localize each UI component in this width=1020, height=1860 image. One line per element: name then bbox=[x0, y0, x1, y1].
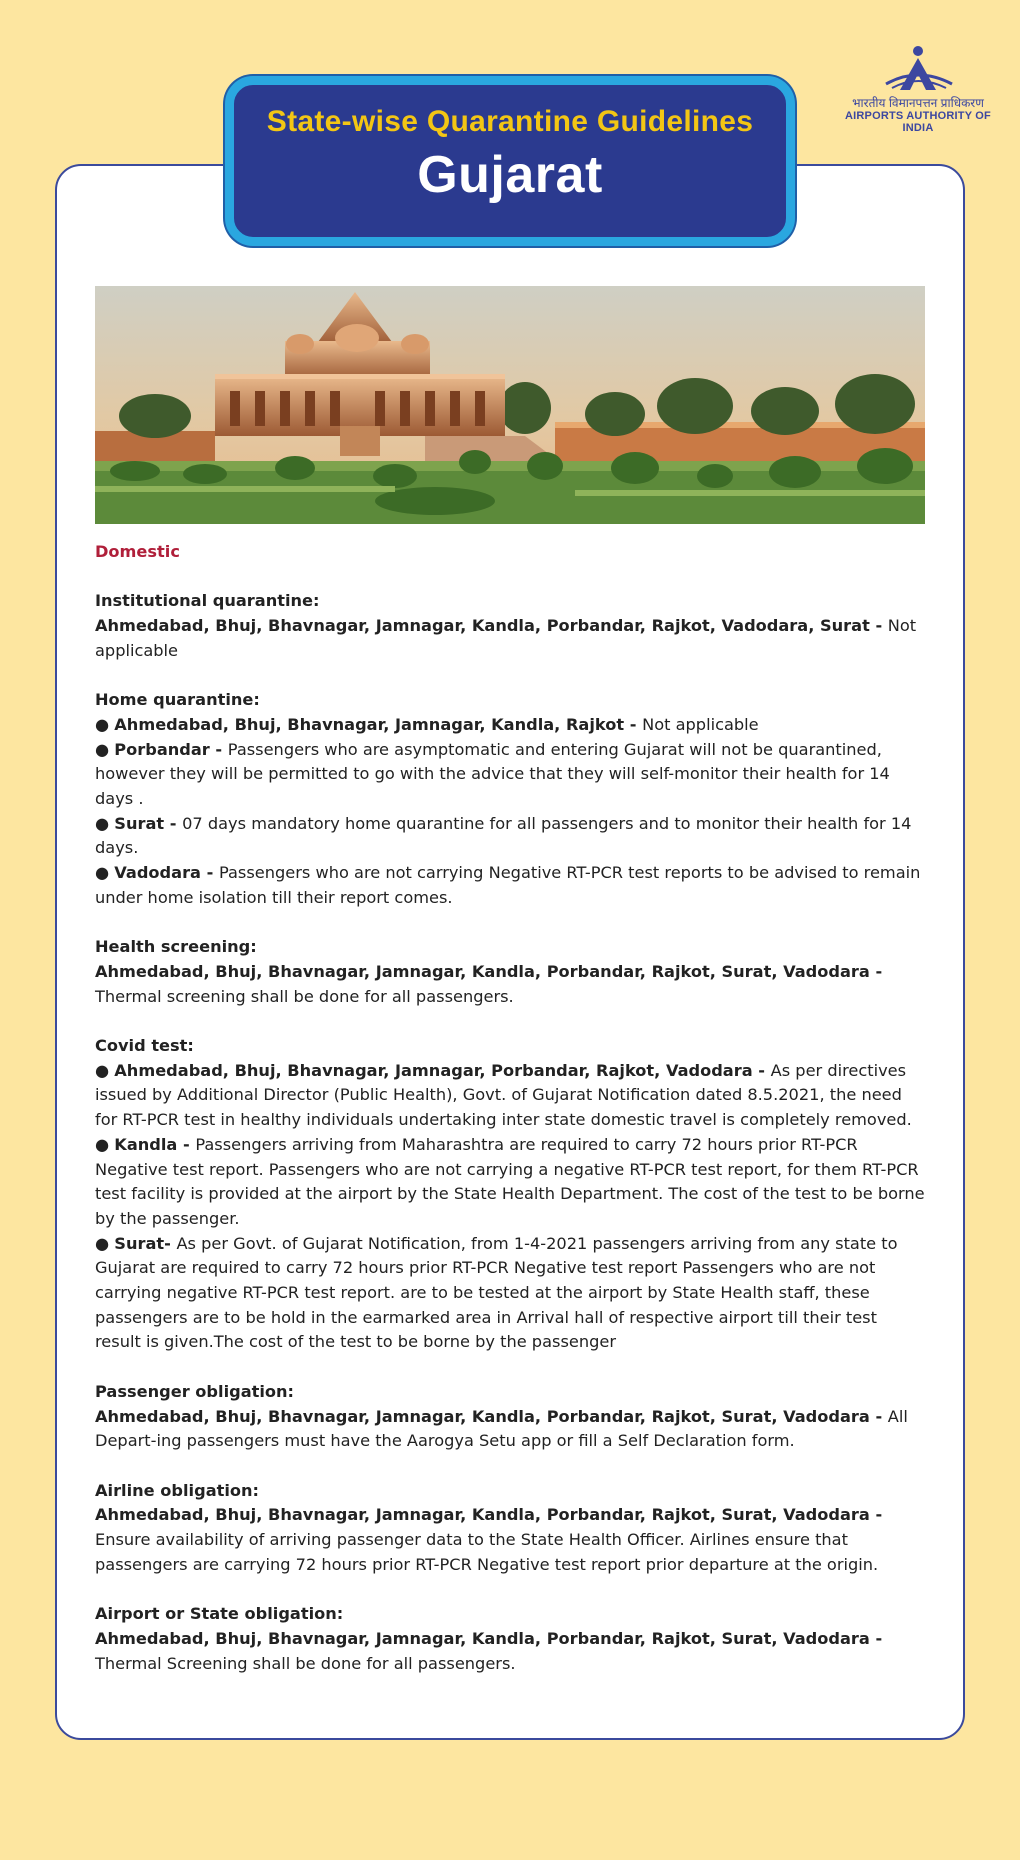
home-item-cities: Vadodara - bbox=[114, 863, 219, 883]
covid-item-cities: Kandla - bbox=[114, 1134, 196, 1154]
home-item bbox=[95, 713, 925, 738]
bullet: ● bbox=[95, 1233, 115, 1253]
title-box bbox=[225, 76, 795, 246]
home-item-cities: Surat - bbox=[114, 813, 183, 833]
bullet: ● bbox=[95, 739, 115, 759]
covid-item-cities: Ahmedabad, Bhuj, Bhavnagar, Jamnagar, Porbandar, Rajkot, Vadodara - bbox=[114, 1060, 771, 1080]
covid-item bbox=[95, 1059, 925, 1133]
page-title: Gujarat bbox=[417, 146, 603, 204]
guidelines-content bbox=[95, 540, 925, 1676]
logo-english-text: AIRPORTS AUTHORITY OF INDIA bbox=[845, 110, 991, 134]
institutional-cities: Ahmedabad, Bhuj, Bhavnagar, Jamnagar, Kandla, Porbandar, Rajkot, Vadodara, Surat - bbox=[95, 616, 888, 636]
home-item bbox=[95, 812, 925, 861]
health-text: Thermal screening shall be done for all passengers. bbox=[95, 986, 514, 1006]
covid-item-cities: Surat- bbox=[114, 1233, 177, 1253]
aai-logo bbox=[838, 44, 998, 134]
health-paragraph bbox=[95, 960, 925, 1009]
bullet: ● bbox=[95, 714, 115, 734]
airport-heading: Airport or State obligation: bbox=[95, 1604, 344, 1624]
home-item bbox=[95, 861, 925, 910]
akshardham-temple-photo bbox=[95, 286, 925, 524]
section-label-domestic: Domestic bbox=[95, 542, 180, 561]
aai-logo-icon bbox=[878, 44, 958, 94]
airport-text: Thermal Screening shall be done for all passengers. bbox=[95, 1653, 516, 1673]
covid-item bbox=[95, 1232, 925, 1356]
covid-item bbox=[95, 1133, 925, 1232]
health-cities: Ahmedabad, Bhuj, Bhavnagar, Jamnagar, Kandla, Porbandar, Rajkot, Surat, Vadodara - bbox=[95, 961, 883, 981]
institutional-heading: Institutional quarantine: bbox=[95, 591, 320, 611]
home-item-text: Not applicable bbox=[642, 714, 759, 734]
home-item-text: 07 days mandatory home quarantine for all passengers and to monitor their health for 14 days. bbox=[95, 813, 912, 858]
bullet: ● bbox=[95, 1060, 115, 1080]
airline-paragraph bbox=[95, 1503, 925, 1577]
covid-heading: Covid test: bbox=[95, 1036, 194, 1055]
airline-cities: Ahmedabad, Bhuj, Bhavnagar, Jamnagar, Kandla, Porbandar, Rajkot, Surat, Vadodara - bbox=[95, 1505, 883, 1525]
passenger-text: All Depart-ing passengers must have the Aarogya Setu app or fill a Self Declaration form. bbox=[95, 1406, 908, 1451]
bullet: ● bbox=[95, 813, 115, 833]
logo-hindi-text: भारतीय विमानपत्तन प्राधिकरण bbox=[852, 96, 984, 110]
home-item-cities: Ahmedabad, Bhuj, Bhavnagar, Jamnagar, Kandla, Rajkot - bbox=[114, 714, 643, 734]
airline-text: Ensure availability of arriving passenger data to the State Health Officer. Airlines ensure that passengers are carrying 72 hours prior RT-PCR Negative test report prior departure at the origin. bbox=[95, 1530, 879, 1574]
home-item-text: Passengers who are asymptomatic and entering Gujarat will not be quarantined, however they will be permitted to go with the advice that they will self-monitor their health for 14 days . bbox=[95, 739, 890, 808]
home-item-cities: Porbandar - bbox=[114, 739, 228, 759]
home-heading: Home quarantine: bbox=[95, 690, 260, 710]
page-subtitle: State-wise Quarantine Guidelines bbox=[266, 105, 754, 138]
covid-item-text: Passengers arriving from Maharashtra are required to carry 72 hours prior RT-PCR Negative test report. Passengers who are not carrying a negative RT-PCR test report, for them RT-PCR test facility is provided at the airport by the State Health Department. The cost of the test to be borne by the passenger. bbox=[95, 1134, 925, 1228]
institutional-paragraph bbox=[95, 614, 925, 663]
passenger-heading: Passenger obligation: bbox=[95, 1381, 295, 1401]
airport-paragraph bbox=[95, 1627, 925, 1676]
passenger-cities: Ahmedabad, Bhuj, Bhavnagar, Jamnagar, Kandla, Porbandar, Rajkot, Surat, Vadodara - bbox=[95, 1406, 888, 1426]
home-item bbox=[95, 738, 925, 812]
institutional-text: Not applicable bbox=[95, 616, 917, 660]
airport-cities: Ahmedabad, Bhuj, Bhavnagar, Jamnagar, Kandla, Porbandar, Rajkot, Surat, Vadodara - bbox=[95, 1628, 883, 1648]
bullet: ● bbox=[95, 1134, 115, 1154]
passenger-paragraph bbox=[95, 1405, 925, 1454]
covid-item-text: As per directives issued by Additional Director (Public Health), Govt. of Gujarat Notification dated 8.5.2021, the need for RT-PCR test in healthy individuals undertaking inter state domestic travel is completely removed. bbox=[95, 1060, 912, 1130]
bullet: ● bbox=[95, 863, 115, 883]
airline-heading: Airline obligation: bbox=[95, 1480, 260, 1500]
health-heading: Health screening: bbox=[95, 937, 257, 957]
covid-item-text: As per Govt. of Gujarat Notification, from 1-4-2021 passengers arriving from any state to Gujarat are required to carry 72 hours prior RT-PCR Negative test report Passengers who are not carrying negative RT-PCR test report. are to be tested at the airport by State Health staff, these passengers are to be hold in the earmarked area in Arrival hall of respective airport till their test result is given.The cost of the test to be borne by the passenger bbox=[95, 1233, 898, 1352]
home-item-text: Passengers who are not carrying Negative RT-PCR test reports to be advised to remain under home isolation till their report comes. bbox=[95, 863, 921, 907]
